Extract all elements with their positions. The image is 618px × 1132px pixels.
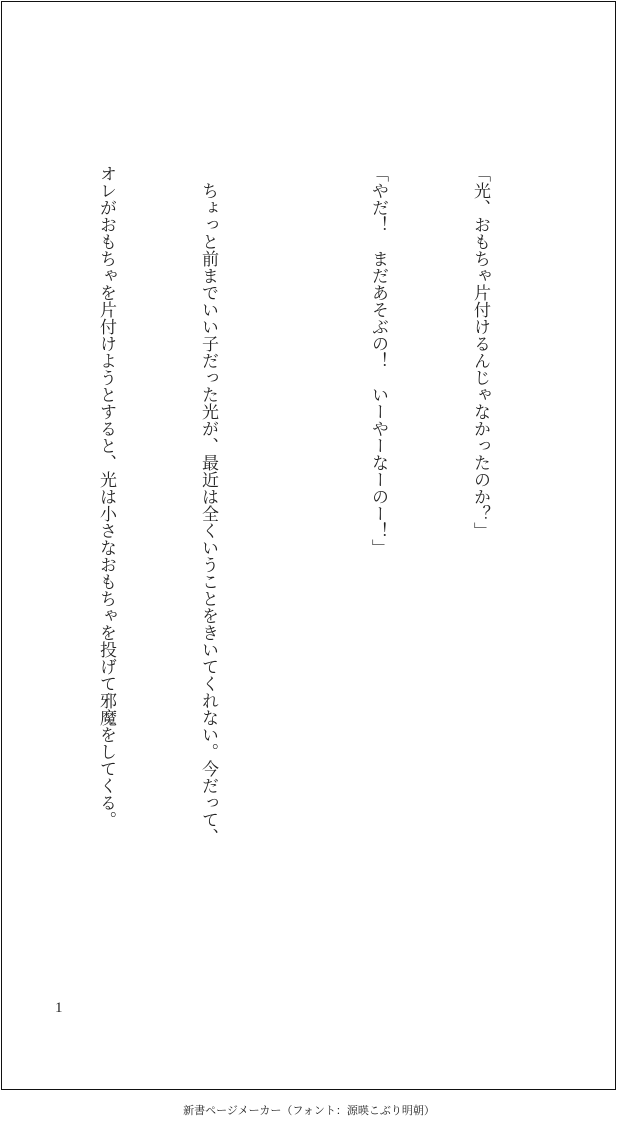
page-frame [1, 1, 616, 1090]
page-number: 1 [55, 1000, 63, 1016]
footer-credit: 新書ページメーカー（フォント：源暎こぶり明朝） [183, 1104, 435, 1117]
vertical-text-body [0, 165, 565, 945]
text-line: 「光、おもちゃ片付けるんじゃなかったのか？」 [470, 165, 490, 539]
text-line: ちょっと前までいい子だった光が、最近は全くいうことをきいてくれない。今だって、 [198, 165, 218, 845]
text-line: オレがおもちゃを片付けようとすると、光は小さなおもちゃを投げて邪魔をしてくる。 [96, 165, 116, 828]
text-line: 「やだ！ まだあそぶの！ いーやーなーのー！」 [368, 165, 388, 556]
